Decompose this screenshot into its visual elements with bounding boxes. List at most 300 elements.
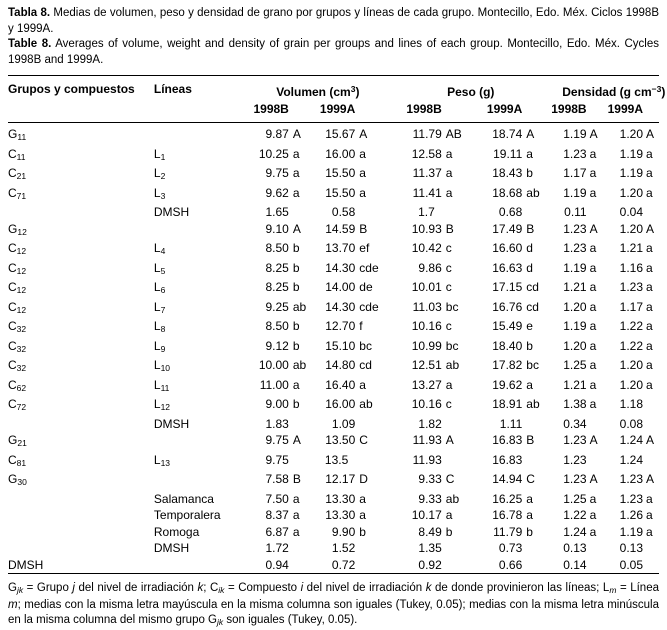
group-cell (8, 540, 154, 557)
value-number: 18.74 (492, 127, 523, 141)
table-body (8, 123, 659, 574)
value-cell (546, 507, 602, 524)
value-number: 13.27 (411, 377, 442, 392)
value-number: 0.04 (619, 205, 643, 219)
tukey-letter: de (359, 280, 373, 294)
value-number: 19.62 (492, 377, 523, 392)
tukey-letter: A (589, 221, 598, 236)
value-cell (313, 260, 379, 280)
value-cell (240, 165, 312, 185)
tukey-letter: a (589, 524, 597, 539)
tukey-letter: B (526, 221, 535, 236)
value-number: 11.93 (412, 452, 442, 467)
tukey-letter: cd (359, 358, 372, 372)
value-number: 15.50 (325, 166, 356, 180)
value-cell (240, 491, 312, 508)
value-number: 9.10 (265, 221, 289, 236)
table-row (8, 185, 659, 205)
peso-label: Peso (g) (447, 85, 495, 99)
value-number: 12.70 (325, 319, 356, 333)
tukey-letter: a (445, 166, 453, 180)
tukey-letter: a (292, 491, 300, 506)
tukey-letter: A (292, 433, 301, 447)
value-number: 18.40 (492, 338, 523, 353)
value-number: 8.50 (265, 241, 289, 255)
value-number: 1.20 (619, 127, 643, 141)
value-number: 16.83 (492, 433, 523, 447)
year-header-peso-1998B: 1998B (406, 102, 442, 116)
tukey-letter: b (292, 280, 300, 294)
value-number: 13.30 (325, 491, 356, 506)
group-cell: $C_{71}$ (8, 185, 27, 201)
value-number: 13.30 (325, 508, 356, 522)
value-number: 1.82 (418, 416, 442, 431)
header-row-spans (8, 76, 659, 102)
value-cell (240, 123, 312, 146)
tukey-letter: A (589, 127, 598, 141)
table-row (8, 432, 659, 452)
table-row (8, 146, 659, 166)
value-number: 16.83 (492, 452, 523, 467)
col-header-densidad (546, 76, 666, 102)
value-number: 11.03 (412, 299, 442, 314)
data-table (8, 75, 666, 574)
tukey-letter: ab (359, 397, 373, 411)
value-number: 1.65 (265, 205, 289, 219)
value-cell (546, 260, 602, 280)
value-number: 1.25 (563, 358, 587, 372)
value-number: 9.75 (265, 166, 289, 180)
value-number: 9.75 (265, 452, 289, 467)
value-cell (313, 357, 379, 377)
value-cell (466, 240, 546, 260)
tukey-letter: ab (292, 358, 307, 372)
value-cell (313, 377, 379, 397)
value-cell (313, 185, 379, 205)
tukey-letter: a (359, 185, 366, 200)
tukey-letter: A (292, 127, 301, 141)
table-row (8, 240, 659, 260)
value-cell (313, 299, 379, 319)
value-number: 1.35 (418, 541, 442, 555)
value-cell (546, 146, 602, 166)
table-row (8, 318, 659, 338)
value-number: 17.15 (492, 280, 523, 294)
value-cell (466, 524, 546, 541)
tukey-letter: a (646, 338, 653, 353)
value-number: 12.51 (411, 358, 442, 372)
group-cell: $C_{72}$ (8, 397, 27, 412)
value-cell (313, 221, 379, 241)
value-number: 0.05 (619, 557, 643, 572)
densidad-close: ) (661, 85, 666, 99)
value-cell (546, 165, 602, 185)
value-cell (240, 524, 312, 541)
value-cell (603, 377, 659, 397)
value-number: 0.13 (563, 541, 587, 555)
value-number: 16.63 (492, 260, 523, 275)
volumen-exponent: 3 (350, 84, 356, 94)
value-cell (603, 165, 659, 185)
value-cell (379, 471, 466, 491)
value-number: 14.30 (325, 299, 356, 314)
group-cell (8, 416, 154, 433)
value-number: 9.25 (265, 299, 289, 314)
value-cell (379, 540, 466, 557)
tukey-letter: a (359, 377, 366, 392)
group-cell: $C_{21}$ (8, 166, 27, 181)
tukey-letter: A (646, 433, 655, 447)
value-number: 14.94 (492, 472, 523, 486)
tukey-letter: b (292, 241, 300, 255)
value-number: 9.12 (265, 338, 289, 353)
value-number: 1.16 (619, 260, 643, 275)
value-cell (379, 279, 466, 299)
tukey-letter: c (445, 241, 452, 255)
value-cell (603, 452, 659, 472)
line-cell (154, 123, 241, 146)
value-cell (466, 338, 546, 358)
tukey-letter: a (292, 146, 300, 161)
line-cell (154, 221, 241, 241)
col-header-volumen (240, 76, 379, 102)
year-header-densidad-1998B: 1998B (551, 102, 587, 116)
group-cell: $C_{32}$ (8, 358, 27, 373)
tukey-letter: a (445, 377, 453, 392)
value-number: 10.99 (411, 338, 442, 353)
value-cell (603, 338, 659, 358)
tukey-letter: bc (526, 358, 539, 372)
value-cell (546, 123, 602, 146)
value-cell (546, 204, 602, 221)
value-number: 1.17 (563, 166, 587, 180)
densidad-exponent: −3 (651, 84, 662, 94)
col-header-peso (379, 76, 546, 102)
value-number: 14.00 (325, 280, 356, 294)
tukey-letter: a (589, 260, 597, 275)
line-cell: Temporalera (153, 508, 221, 522)
value-cell (313, 557, 379, 574)
value-number: 15.67 (325, 127, 356, 141)
value-cell (546, 221, 602, 241)
value-cell (603, 491, 659, 508)
line-cell: $L_8$ (153, 319, 166, 334)
tukey-letter: A (292, 221, 301, 236)
value-number: 1.19 (563, 260, 587, 275)
value-cell (379, 123, 466, 146)
value-number: 0.58 (331, 205, 356, 219)
tukey-letter: a (359, 166, 366, 180)
footnote-text: $G_{jk}$ = Grupo j del nivel de irradiación k; $C_{ik}$ = Compuesto i del nivel de irradiación k de donde provinieron las líneas; $L_m$ = Línea m; medias con la misma letra mayúscula en la misma columna son iguales (Tukey, 0.05); medias con la misma letra minúscula en la misma columna del mismo grupo $G_{jk}$ son iguales (Tukey, 0.05). (8, 582, 659, 627)
tukey-letter: a (589, 146, 597, 161)
tukey-letter: a (646, 508, 653, 522)
value-cell (240, 260, 312, 280)
table-row (8, 165, 659, 185)
value-number: 18.68 (492, 185, 523, 200)
value-cell (313, 507, 379, 524)
group-cell: $G_{30}$ (8, 472, 27, 487)
value-number: 1.23 (563, 433, 587, 447)
line-cell: $L_2$ (153, 166, 166, 181)
group-cell (8, 491, 154, 508)
value-number: 14.30 (325, 260, 356, 275)
tukey-letter: a (589, 358, 597, 372)
caption-english-text: Averages of volume, weight and density of grain per groups and lines of each group. Montecillo, Edo. Méx. Cycles 1998B and 1999A. (8, 38, 659, 66)
value-number: 10.93 (411, 221, 442, 236)
tukey-letter: bc (445, 338, 459, 353)
value-cell (466, 507, 546, 524)
tukey-letter: AB (445, 127, 462, 141)
table-row (8, 338, 659, 358)
table-row (8, 204, 659, 221)
value-number: 17.49 (492, 221, 523, 236)
tukey-letter: ab (445, 491, 460, 506)
value-number: 1.23 (563, 452, 587, 467)
value-number: 0.73 (498, 541, 523, 555)
value-number: 15.10 (325, 338, 356, 353)
value-number: 10.42 (411, 241, 442, 255)
table-row (8, 471, 659, 491)
tukey-letter: a (646, 319, 653, 333)
value-cell (313, 524, 379, 541)
value-cell (240, 279, 312, 299)
tukey-letter: a (589, 397, 597, 411)
value-cell (466, 299, 546, 319)
tukey-letter: C (445, 472, 455, 486)
line-cell: DMSH (153, 416, 190, 431)
value-number: 16.78 (492, 508, 523, 522)
group-cell: $C_{12}$ (8, 260, 27, 276)
tukey-letter: A (646, 472, 655, 486)
tukey-letter: a (589, 166, 597, 180)
value-cell (546, 377, 602, 397)
value-number: 1.83 (265, 416, 289, 431)
value-cell (240, 540, 312, 557)
value-cell (313, 279, 379, 299)
group-cell: $C_{12}$ (8, 280, 27, 295)
value-cell (466, 318, 546, 338)
group-cell: $C_{11}$ (8, 146, 26, 162)
value-cell (240, 377, 312, 397)
table-row (8, 396, 659, 416)
value-cell (313, 318, 379, 338)
value-number: 1.23 (563, 241, 587, 255)
value-number: 1.23 (563, 472, 587, 486)
caption-spanish-text: Medias de volumen, peso y densidad de grano por grupos y líneas de cada grupo. Montecillo, Edo. Méx. Ciclos 1998B y 1999A. (8, 7, 659, 35)
value-cell (466, 185, 546, 205)
line-cell: $L_6$ (153, 280, 166, 295)
value-number: 9.62 (265, 185, 289, 200)
value-number: 15.50 (325, 185, 356, 200)
value-cell (379, 491, 466, 508)
value-cell (466, 491, 546, 508)
tukey-letter: b (292, 397, 300, 411)
value-cell (546, 299, 602, 319)
tukey-letter: A (589, 472, 598, 486)
tukey-letter: b (526, 524, 533, 539)
tukey-letter: b (526, 338, 533, 353)
densidad-label: Densidad (g cm (562, 85, 652, 99)
tukey-letter: b (445, 524, 453, 539)
value-cell (546, 416, 602, 433)
value-cell (240, 204, 312, 221)
value-cell (546, 185, 602, 205)
group-cell (8, 204, 154, 221)
value-number: 1.20 (619, 185, 643, 200)
value-number: 12.58 (411, 146, 442, 161)
value-number: 0.08 (619, 416, 643, 431)
tukey-letter: D (359, 472, 368, 486)
value-cell (313, 165, 379, 185)
value-number: 1.72 (265, 541, 289, 555)
group-cell: $C_{81}$ (8, 452, 27, 468)
value-cell (466, 452, 546, 472)
value-number: 15.49 (492, 319, 523, 333)
tukey-letter: a (292, 377, 300, 392)
value-cell (603, 240, 659, 260)
value-number: 10.00 (258, 358, 289, 372)
tukey-letter: a (646, 491, 653, 506)
value-cell (240, 146, 312, 166)
line-cell: $L_{13}$ (153, 452, 171, 468)
tukey-letter: a (526, 377, 533, 392)
year-header-volumen-1999A: 1999A (319, 102, 356, 116)
value-cell (603, 318, 659, 338)
value-number: 7.58 (265, 472, 289, 486)
value-cell (546, 432, 602, 452)
value-number: 16.40 (325, 377, 356, 392)
value-number: 1.21 (563, 377, 587, 392)
value-cell (466, 471, 546, 491)
value-cell (240, 507, 312, 524)
tukey-letter: a (292, 166, 300, 180)
col-header-lineas: Líneas (153, 82, 192, 96)
value-cell (546, 452, 602, 472)
value-number: 1.19 (563, 127, 587, 141)
value-cell (379, 260, 466, 280)
value-number: 0.66 (498, 557, 523, 572)
tukey-letter: C (526, 472, 535, 486)
value-number: 16.00 (325, 146, 356, 161)
value-cell (603, 221, 659, 241)
group-cell: $C_{32}$ (8, 319, 27, 334)
value-cell (466, 279, 546, 299)
line-cell: Romoga (153, 524, 200, 539)
value-cell (466, 432, 546, 452)
value-cell (546, 318, 602, 338)
line-cell: $L_4$ (153, 241, 166, 256)
value-cell (603, 557, 659, 574)
value-cell (466, 396, 546, 416)
value-number: 9.33 (418, 472, 442, 486)
table-row (8, 507, 659, 524)
tukey-letter: B (445, 221, 454, 236)
tukey-letter: a (646, 299, 653, 314)
value-cell (240, 318, 312, 338)
tukey-letter: a (526, 146, 533, 161)
tukey-letter: c (445, 397, 452, 411)
value-cell (313, 471, 379, 491)
tukey-letter: a (589, 319, 597, 333)
group-cell: DMSH (8, 557, 44, 572)
value-number: 0.14 (563, 557, 587, 572)
table-row (8, 540, 659, 557)
value-cell (546, 396, 602, 416)
value-number: 1.20 (619, 221, 643, 236)
tukey-letter: a (526, 491, 533, 506)
value-number: 16.25 (492, 491, 523, 506)
tukey-letter: B (359, 221, 368, 236)
value-cell (603, 416, 659, 433)
value-number: 9.90 (331, 524, 356, 539)
value-cell (240, 338, 312, 358)
value-cell (379, 452, 466, 472)
tukey-letter: A (526, 127, 535, 141)
tukey-letter: ab (526, 185, 540, 200)
tukey-letter: b (292, 260, 300, 275)
value-number: 0.92 (418, 557, 442, 572)
line-cell: $L_{11}$ (153, 377, 170, 393)
tukey-letter: b (292, 338, 300, 353)
value-cell (240, 416, 312, 433)
tukey-letter: B (526, 433, 535, 447)
volumen-label: Volumen (cm (276, 85, 351, 99)
value-cell (313, 540, 379, 557)
value-cell (603, 540, 659, 557)
tukey-letter: a (292, 508, 300, 522)
value-cell (240, 240, 312, 260)
value-cell (466, 204, 546, 221)
value-cell (379, 557, 466, 574)
tukey-letter: cde (359, 299, 379, 314)
tukey-letter: f (359, 319, 363, 333)
value-cell (313, 432, 379, 452)
tukey-letter: a (646, 146, 653, 161)
value-number: 1.24 (619, 452, 643, 467)
tukey-letter: cd (526, 280, 539, 294)
value-number: 1.22 (619, 319, 643, 333)
line-cell: DMSH (153, 205, 190, 219)
table-row (8, 357, 659, 377)
value-number: 1.20 (619, 358, 643, 372)
value-cell (603, 471, 659, 491)
value-number: 13.70 (325, 241, 356, 255)
value-cell (546, 279, 602, 299)
value-cell (466, 557, 546, 574)
value-number: 11.79 (412, 127, 442, 141)
tukey-letter: ab (292, 299, 307, 314)
value-cell (313, 491, 379, 508)
value-cell (546, 557, 602, 574)
tukey-letter: A (646, 221, 655, 236)
value-number: 1.21 (619, 241, 643, 255)
value-cell (466, 416, 546, 433)
tukey-letter: a (589, 185, 597, 200)
line-cell (154, 432, 241, 452)
value-number: 14.80 (325, 358, 356, 372)
tukey-letter: a (646, 260, 653, 275)
volumen-close: ) (355, 85, 360, 99)
value-number: 10.16 (411, 397, 442, 411)
tukey-letter: a (445, 185, 453, 200)
value-cell (603, 299, 659, 319)
tukey-letter: A (359, 127, 368, 141)
value-number: 1.26 (619, 508, 643, 522)
group-cell: $G_{11}$ (8, 127, 27, 142)
group-cell: $C_{62}$ (8, 377, 27, 393)
group-cell: $G_{12}$ (8, 221, 27, 237)
value-number: 9.00 (265, 397, 289, 411)
